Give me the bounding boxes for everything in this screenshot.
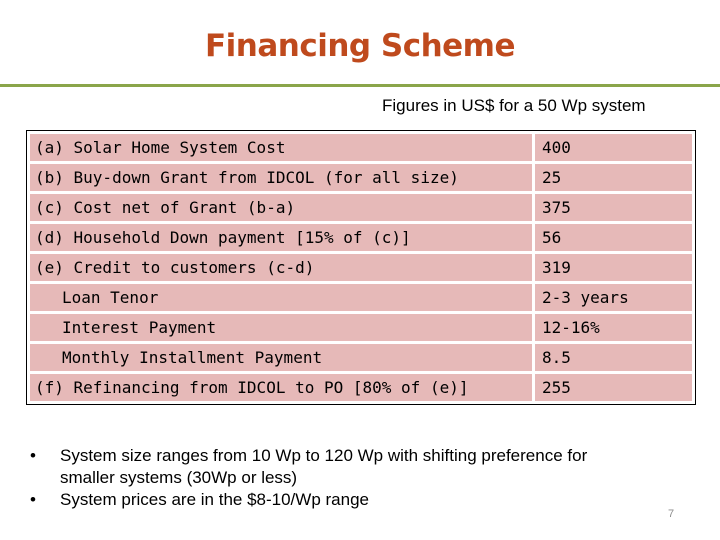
table-row — [30, 224, 692, 251]
note-text: System size ranges from 10 Wp to 120 Wp with shifting preference for — [60, 446, 588, 465]
row-value: 375 — [535, 194, 692, 221]
row-label: (d) Household Down payment [15% of (c)] — [30, 224, 532, 251]
page-number: 7 — [668, 508, 675, 520]
row-value: 12-16% — [535, 314, 692, 341]
table-row — [30, 344, 692, 371]
row-label: Interest Payment — [30, 314, 532, 341]
table-row — [30, 374, 692, 401]
row-value: 56 — [535, 224, 692, 251]
row-label: (a) Solar Home System Cost — [30, 134, 532, 161]
row-value: 25 — [535, 164, 692, 191]
table-caption: Figures in US$ for a 50 Wp system — [382, 96, 646, 115]
bullet-icon: • — [30, 446, 36, 465]
row-label: (f) Refinancing from IDCOL to PO [80% of (e)] — [30, 374, 532, 401]
title-divider — [0, 84, 720, 87]
row-value: 400 — [535, 134, 692, 161]
table-row — [30, 164, 692, 191]
note-text-continued: smaller systems (30Wp or less) — [60, 468, 298, 487]
table-row — [30, 314, 692, 341]
bullet-icon: • — [30, 490, 36, 509]
notes-list — [30, 444, 690, 512]
row-value: 319 — [535, 254, 692, 281]
table-row — [30, 194, 692, 221]
note-text: System prices are in the $8-10/Wp range — [60, 490, 369, 509]
table-row — [30, 284, 692, 311]
row-label: (c) Cost net of Grant (b-a) — [30, 194, 532, 221]
financing-table — [26, 130, 696, 405]
table-row — [30, 134, 692, 161]
row-label: (b) Buy-down Grant from IDCOL (for all size) — [30, 164, 532, 191]
list-item — [30, 488, 690, 512]
row-label: Loan Tenor — [30, 284, 532, 311]
row-value: 2-3 years — [535, 284, 692, 311]
list-item — [30, 444, 690, 488]
row-label: (e) Credit to customers (c-d) — [30, 254, 532, 281]
row-value: 255 — [535, 374, 692, 401]
row-value: 8.5 — [535, 344, 692, 371]
slide-title: Financing Scheme — [204, 28, 516, 64]
row-label: Monthly Installment Payment — [30, 344, 532, 371]
table-row — [30, 254, 692, 281]
